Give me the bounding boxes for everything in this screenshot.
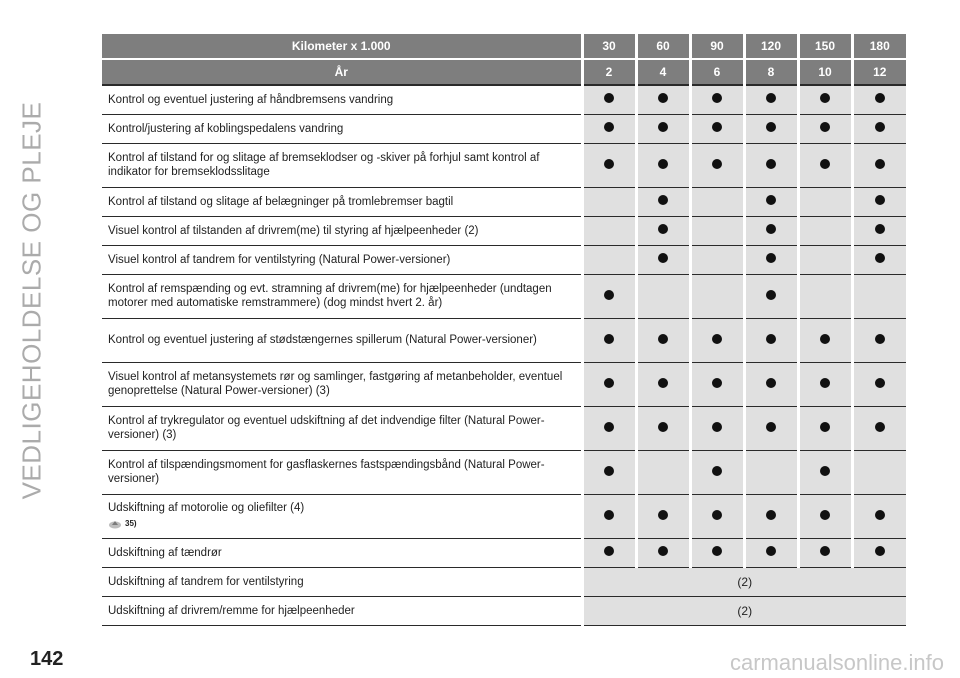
service-due-dot-icon [875, 422, 885, 432]
service-due-dot-icon [712, 422, 722, 432]
header-km-value: 90 [690, 34, 744, 59]
interval-cell [690, 494, 744, 538]
interval-cell [582, 362, 636, 406]
interval-cell [636, 114, 690, 143]
table-row [102, 596, 906, 625]
service-due-dot-icon [712, 466, 722, 476]
row-description-text: Visuel kontrol af tandrem for ventilstyring (Natural Power-versioner) [108, 253, 451, 266]
row-description-text: Udskiftning af motorolie og oliefilter (4) [108, 502, 305, 514]
page-number: 142 [30, 648, 64, 670]
service-due-dot-icon [712, 334, 722, 344]
service-due-dot-icon [658, 224, 668, 234]
header-km-value: 120 [744, 34, 798, 59]
interval-cell [690, 450, 744, 494]
row-description-text: Kontrol af tilspændingsmoment for gasflaskernes fastspændingsbånd (Natural Power-versioner) [108, 459, 545, 485]
row-description [102, 143, 582, 187]
service-due-dot-icon [658, 422, 668, 432]
interval-cell [798, 143, 852, 187]
service-due-dot-icon [712, 159, 722, 169]
service-due-dot-icon [604, 378, 614, 388]
interval-cell [852, 538, 906, 567]
interval-cell [582, 538, 636, 567]
interval-cell [690, 187, 744, 216]
service-due-dot-icon [658, 546, 668, 556]
interval-cell [636, 274, 690, 318]
interval-cell [690, 85, 744, 114]
service-due-dot-icon [766, 510, 776, 520]
header-row-km [102, 34, 906, 59]
interval-cell [798, 245, 852, 274]
interval-cell [852, 216, 906, 245]
interval-cell [852, 362, 906, 406]
service-due-dot-icon [658, 253, 668, 263]
header-km-value: 180 [852, 34, 906, 59]
service-due-dot-icon [875, 159, 885, 169]
service-due-dot-icon [604, 466, 614, 476]
interval-cell [744, 187, 798, 216]
row-note: (2) [582, 596, 906, 625]
row-description [102, 538, 582, 567]
interval-cell [852, 245, 906, 274]
row-description [102, 406, 582, 450]
service-due-dot-icon [766, 195, 776, 205]
interval-cell [744, 450, 798, 494]
row-description [102, 494, 582, 538]
interval-cell [636, 450, 690, 494]
table-row [102, 274, 906, 318]
service-due-dot-icon [712, 122, 722, 132]
service-due-dot-icon [658, 122, 668, 132]
service-due-dot-icon [712, 378, 722, 388]
header-year-value: 10 [798, 59, 852, 85]
table-row [102, 567, 906, 596]
service-due-dot-icon [820, 159, 830, 169]
interval-cell [852, 274, 906, 318]
service-due-dot-icon [875, 224, 885, 234]
service-due-dot-icon [875, 378, 885, 388]
interval-cell [798, 216, 852, 245]
interval-cell [798, 85, 852, 114]
header-year-label: År [102, 59, 582, 85]
row-description-text: Udskiftning af tændrør [108, 546, 222, 559]
interval-cell [798, 274, 852, 318]
interval-cell [744, 216, 798, 245]
service-due-dot-icon [875, 334, 885, 344]
service-due-dot-icon [875, 546, 885, 556]
row-description [102, 362, 582, 406]
interval-cell [744, 274, 798, 318]
interval-cell [582, 406, 636, 450]
service-due-dot-icon [766, 224, 776, 234]
interval-cell [582, 245, 636, 274]
interval-cell [798, 538, 852, 567]
row-description [102, 567, 582, 596]
service-due-dot-icon [766, 122, 776, 132]
interval-cell [798, 187, 852, 216]
row-description-text: Kontrol af remspænding og evt. stramning af drivrem(me) for hjælpeenheder (undtagen motorer med automatiske remstrammere) (dog mindst hvert 2. år) [108, 283, 552, 309]
service-due-dot-icon [766, 378, 776, 388]
service-due-dot-icon [604, 122, 614, 132]
interval-cell [852, 450, 906, 494]
row-description [102, 274, 582, 318]
header-km-value: 30 [582, 34, 636, 59]
interval-cell [636, 538, 690, 567]
service-due-dot-icon [604, 510, 614, 520]
interval-cell [744, 143, 798, 187]
header-row-year [102, 59, 906, 85]
row-description-text: Kontrol af trykregulator og eventuel udskiftning af det indvendige filter (Natural Power-versioner) (3) [108, 415, 545, 441]
service-due-dot-icon [712, 510, 722, 520]
service-due-dot-icon [604, 334, 614, 344]
row-description [102, 318, 582, 362]
warning-reference-number: 35) [125, 519, 137, 528]
interval-cell [798, 406, 852, 450]
interval-cell [582, 85, 636, 114]
interval-cell [744, 318, 798, 362]
interval-cell [690, 143, 744, 187]
table-row [102, 494, 906, 538]
row-description-text: Kontrol og eventuel justering af stødstængernes spillerum (Natural Power-versioner) [108, 334, 537, 346]
interval-cell [582, 450, 636, 494]
service-due-dot-icon [604, 159, 614, 169]
service-due-dot-icon [604, 546, 614, 556]
service-due-dot-icon [766, 546, 776, 556]
row-description [102, 114, 582, 143]
interval-cell [636, 187, 690, 216]
row-description-text: Udskiftning af drivrem/remme for hjælpeenheder [108, 604, 355, 617]
service-due-dot-icon [658, 159, 668, 169]
side-section-title [12, 101, 52, 499]
service-due-dot-icon [604, 290, 614, 300]
header-year-value: 2 [582, 59, 636, 85]
interval-cell [852, 85, 906, 114]
interval-cell [636, 318, 690, 362]
row-description-text: Kontrol af tilstand for og slitage af bremseklodser og -skiver på forhjul samt kontrol af indikator for bremseklodsslitage [108, 152, 540, 178]
header-km-label: Kilometer x 1.000 [102, 34, 582, 59]
interval-cell [744, 114, 798, 143]
row-description [102, 596, 582, 625]
service-due-dot-icon [820, 378, 830, 388]
hand-warning-icon [108, 519, 122, 529]
table-row [102, 85, 906, 114]
service-due-dot-icon [658, 510, 668, 520]
table-row [102, 362, 906, 406]
row-description-text: Visuel kontrol af tilstanden af drivrem(me) til styring af hjælpeenheder (2) [108, 224, 479, 237]
interval-cell [582, 187, 636, 216]
interval-cell [852, 187, 906, 216]
warning-reference [108, 517, 577, 531]
row-description-text: Kontrol og eventuel justering af håndbremsens vandring [108, 93, 394, 106]
table-row [102, 245, 906, 274]
service-due-dot-icon [875, 195, 885, 205]
interval-cell [636, 406, 690, 450]
service-due-dot-icon [820, 466, 830, 476]
service-due-dot-icon [766, 334, 776, 344]
interval-cell [744, 245, 798, 274]
service-due-dot-icon [820, 122, 830, 132]
interval-cell [744, 538, 798, 567]
header-year-value: 8 [744, 59, 798, 85]
interval-cell [852, 143, 906, 187]
maintenance-schedule-table [102, 34, 906, 626]
header-year-value: 4 [636, 59, 690, 85]
service-due-dot-icon [658, 93, 668, 103]
interval-cell [744, 362, 798, 406]
interval-cell [582, 318, 636, 362]
table-body [102, 85, 906, 625]
interval-cell [636, 85, 690, 114]
row-description [102, 245, 582, 274]
interval-cell [690, 274, 744, 318]
interval-cell [582, 143, 636, 187]
row-description-text: Kontrol/justering af koblingspedalens vandring [108, 122, 344, 135]
interval-cell [582, 216, 636, 245]
interval-cell [636, 143, 690, 187]
service-due-dot-icon [712, 546, 722, 556]
row-description-text: Kontrol af tilstand og slitage af belægninger på tromlebremser bagtil [108, 195, 454, 208]
row-description-text: Udskiftning af tandrem for ventilstyring [108, 575, 304, 588]
interval-cell [636, 362, 690, 406]
interval-cell [582, 494, 636, 538]
interval-cell [852, 114, 906, 143]
watermark: carmanualsonline.info [729, 650, 944, 675]
row-description [102, 450, 582, 494]
interval-cell [852, 406, 906, 450]
table-row [102, 450, 906, 494]
interval-cell [636, 245, 690, 274]
interval-cell [690, 318, 744, 362]
table-row [102, 114, 906, 143]
interval-cell [636, 216, 690, 245]
row-description [102, 187, 582, 216]
interval-cell [798, 362, 852, 406]
interval-cell [744, 494, 798, 538]
table-row [102, 538, 906, 567]
interval-cell [690, 114, 744, 143]
service-due-dot-icon [875, 253, 885, 263]
interval-cell [690, 216, 744, 245]
interval-cell [798, 318, 852, 362]
service-due-dot-icon [766, 253, 776, 263]
service-due-dot-icon [766, 422, 776, 432]
service-due-dot-icon [604, 93, 614, 103]
header-year-value: 6 [690, 59, 744, 85]
interval-cell [690, 538, 744, 567]
interval-cell [690, 245, 744, 274]
service-due-dot-icon [820, 93, 830, 103]
service-due-dot-icon [658, 334, 668, 344]
service-due-dot-icon [875, 93, 885, 103]
header-year-value: 12 [852, 59, 906, 85]
table-row [102, 216, 906, 245]
service-due-dot-icon [712, 93, 722, 103]
interval-cell [690, 362, 744, 406]
service-due-dot-icon [766, 93, 776, 103]
interval-cell [744, 406, 798, 450]
table-row [102, 318, 906, 362]
table-header [102, 34, 906, 85]
table-row [102, 187, 906, 216]
service-due-dot-icon [658, 195, 668, 205]
service-due-dot-icon [820, 334, 830, 344]
row-description-text: Visuel kontrol af metansystemets rør og samlinger, fastgøring af metanbeholder, eventuel genoprettelse (Natural Power-versioner) (3) [108, 371, 563, 397]
service-due-dot-icon [766, 290, 776, 300]
interval-cell [636, 494, 690, 538]
interval-cell [852, 494, 906, 538]
interval-cell [798, 114, 852, 143]
row-description [102, 85, 582, 114]
interval-cell [798, 494, 852, 538]
interval-cell [690, 406, 744, 450]
interval-cell [798, 450, 852, 494]
header-km-value: 150 [798, 34, 852, 59]
service-due-dot-icon [875, 122, 885, 132]
service-due-dot-icon [820, 422, 830, 432]
service-due-dot-icon [604, 422, 614, 432]
table-row [102, 406, 906, 450]
interval-cell [852, 318, 906, 362]
interval-cell [582, 114, 636, 143]
service-due-dot-icon [766, 159, 776, 169]
service-due-dot-icon [820, 510, 830, 520]
interval-cell [582, 274, 636, 318]
row-note: (2) [582, 567, 906, 596]
side-section-title-text: VEDLIGEHOLDELSE OG PLEJE [16, 101, 47, 499]
header-km-value: 60 [636, 34, 690, 59]
row-description [102, 216, 582, 245]
service-due-dot-icon [658, 378, 668, 388]
service-due-dot-icon [875, 510, 885, 520]
interval-cell [744, 85, 798, 114]
table-row [102, 143, 906, 187]
service-due-dot-icon [820, 546, 830, 556]
